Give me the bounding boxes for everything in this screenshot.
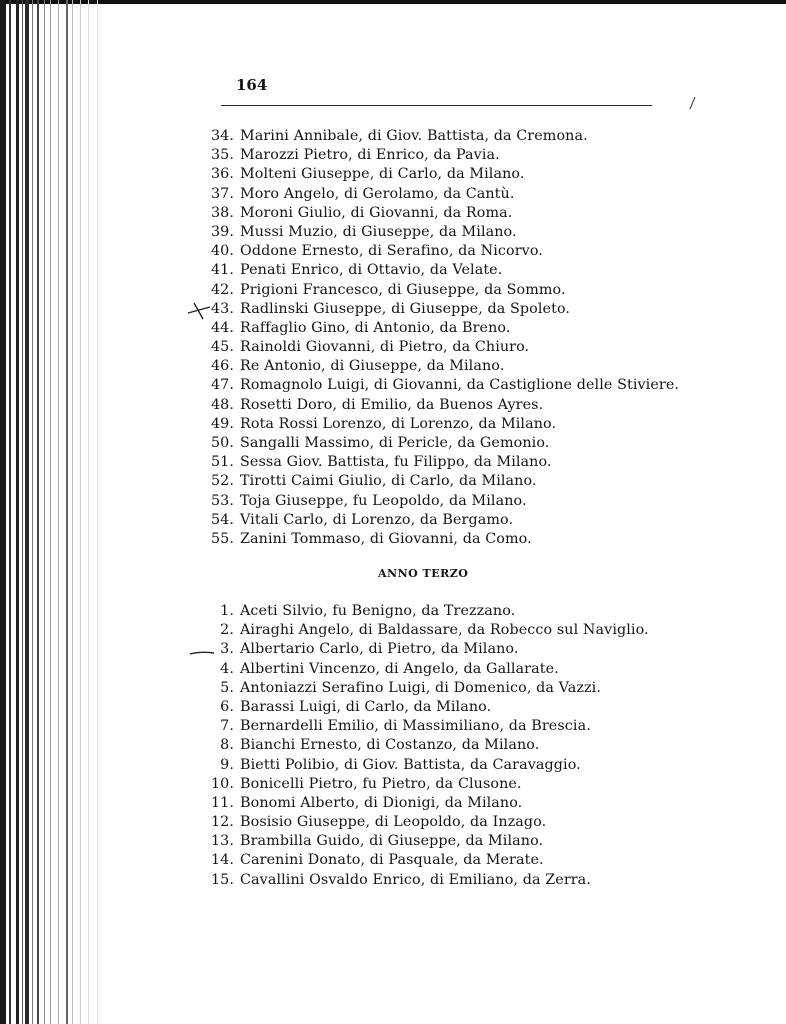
entry-text: Re Antonio, di Giuseppe, da Milano. (240, 358, 505, 375)
entry-text: Vitali Carlo, di Lorenzo, da Bergamo. (240, 511, 514, 528)
list-item (196, 492, 679, 511)
entry-number: 7. (220, 718, 234, 735)
list-item (196, 281, 679, 300)
entry-number: 50. (210, 435, 234, 451)
entry-text: Albertario Carlo, di Pietro, da Milano. (240, 641, 519, 658)
list-item (196, 338, 679, 357)
entry-number: 9. (220, 756, 234, 773)
list-item (196, 794, 649, 813)
list-item (196, 146, 679, 165)
entry-number: 49. (210, 415, 234, 432)
entry-number: 53. (210, 492, 234, 509)
entry-text: Toja Giuseppe, fu Leopoldo, da Milano. (240, 492, 527, 509)
section-heading: ANNO TERZO (378, 567, 469, 580)
handwritten-cross-mark (186, 300, 212, 322)
list-item (196, 602, 649, 621)
entry-number: 10. (210, 775, 234, 792)
list-item (196, 127, 679, 146)
entry-text: Aceti Silvio, fu Benigno, da Trezzano. (240, 603, 516, 619)
entry-text: Moro Angelo, di Gerolamo, da Cantù. (240, 185, 515, 202)
entry-number: 5. (220, 679, 234, 696)
list-item (196, 204, 679, 223)
entry-text: Radlinski Giuseppe, di Giuseppe, da Spoleto. (240, 300, 571, 317)
entry-number: 48. (210, 396, 234, 413)
entry-text: Airaghi Angelo, di Baldassare, da Robecco sul Naviglio. (240, 622, 649, 639)
list-item (196, 165, 679, 184)
header-rule (221, 105, 652, 106)
entry-text: Antoniazzi Serafino Luigi, di Domenico, da Vazzi. (240, 679, 601, 696)
list-item (196, 396, 679, 415)
entry-text: Mussi Muzio, di Giuseppe, da Milano. (240, 223, 517, 240)
entry-number: 8. (220, 737, 234, 754)
entry-text: Rosetti Doro, di Emilio, da Buenos Ayres. (240, 396, 544, 413)
entry-number: 40. (210, 243, 234, 260)
list-item (196, 434, 679, 453)
list-item (196, 851, 649, 870)
entry-number: 46. (210, 358, 234, 375)
list-item (196, 300, 679, 319)
entry-number: 36. (210, 166, 234, 183)
page-number: 164 (236, 76, 268, 94)
list-item (196, 319, 679, 338)
scan-top-edge (0, 0, 786, 4)
entry-number: 45. (210, 339, 234, 356)
list-item (196, 376, 679, 395)
entry-number: 47. (210, 377, 234, 394)
entry-text: Sangalli Massimo, di Pericle, da Gemonio. (240, 435, 550, 451)
list-item (196, 415, 679, 434)
entry-text: Bonicelli Pietro, fu Pietro, da Clusone. (240, 775, 522, 792)
entry-text: Marozzi Pietro, di Enrico, da Pavia. (240, 147, 500, 164)
entry-number: 44. (210, 319, 234, 336)
list-item (196, 736, 649, 755)
list-item (196, 453, 679, 472)
list-item (196, 530, 679, 549)
list-item (196, 871, 649, 890)
entry-number: 13. (210, 833, 234, 850)
entry-number: 41. (210, 262, 234, 279)
list-item (196, 261, 679, 280)
entry-number: 14. (210, 852, 234, 869)
entry-number: 54. (210, 511, 234, 528)
entry-text: Bietti Polibio, di Giov. Battista, da Caravaggio. (240, 756, 581, 773)
entry-text: Raffaglio Gino, di Antonio, da Breno. (240, 319, 511, 336)
entry-number: 51. (210, 454, 234, 471)
entry-text: Albertini Vincenzo, di Angelo, da Gallarate. (240, 660, 559, 677)
entry-text: Zanini Tommaso, di Giovanni, da Como. (240, 530, 532, 547)
entry-text: Marini Annibale, di Giov. Battista, da Cremona. (240, 128, 588, 144)
entry-text: Tirotti Caimi Giulio, di Carlo, da Milano. (240, 473, 537, 490)
entry-text: Moroni Giulio, di Giovanni, da Roma. (240, 204, 513, 221)
entry-text: Cavallini Osvaldo Enrico, di Emiliano, da Zerra. (240, 871, 591, 888)
list-item (196, 185, 679, 204)
entry-text: Barassi Luigi, di Carlo, da Milano. (240, 698, 492, 715)
list-item (196, 698, 649, 717)
list-item (196, 640, 649, 659)
entry-number: 55. (210, 530, 234, 547)
entry-number: 4. (220, 660, 234, 677)
entry-number: 43. (210, 300, 234, 317)
list-item (196, 472, 679, 491)
entry-number: 42. (210, 281, 234, 298)
list-item (196, 679, 649, 698)
entry-text: Bonomi Alberto, di Dionigi, da Milano. (240, 794, 523, 811)
entry-number: 39. (210, 223, 234, 240)
list-item (196, 717, 649, 736)
entry-number: 1. (220, 603, 234, 619)
list-item (196, 832, 649, 851)
entry-number: 52. (210, 473, 234, 490)
list-item (196, 242, 679, 261)
list-item (196, 223, 679, 242)
entry-number: 11. (210, 794, 234, 811)
entry-number: 37. (210, 185, 234, 202)
student-list-third-year (196, 602, 649, 890)
list-item (196, 756, 649, 775)
entry-text: Rota Rossi Lorenzo, di Lorenzo, da Milano. (240, 415, 557, 432)
entry-number: 12. (210, 814, 234, 831)
entry-text: Rainoldi Giovanni, di Pietro, da Chiuro. (240, 339, 530, 356)
entry-number: 3. (220, 641, 234, 658)
entry-text: Brambilla Guido, di Giuseppe, da Milano. (240, 833, 544, 850)
entry-number: 35. (210, 147, 234, 164)
entry-number: 6. (220, 698, 234, 715)
entry-number: 38. (210, 204, 234, 221)
entry-text: Oddone Ernesto, di Serafino, da Nicorvo. (240, 243, 543, 260)
entry-text: Bernardelli Emilio, di Massimiliano, da Brescia. (240, 718, 591, 735)
list-item (196, 775, 649, 794)
entry-text: Prigioni Francesco, di Giuseppe, da Sommo. (240, 281, 566, 298)
entry-text: Sessa Giov. Battista, fu Filippo, da Milano. (240, 454, 552, 471)
list-item (196, 813, 649, 832)
book-binding-shadow (0, 0, 105, 1024)
entry-text: Bianchi Ernesto, di Costanzo, da Milano. (240, 737, 540, 754)
entry-text: Bosisio Giuseppe, di Leopoldo, da Inzago. (240, 814, 547, 831)
entry-number: 2. (220, 622, 234, 639)
list-item (196, 621, 649, 640)
stray-tick-mark (686, 95, 698, 111)
entry-number: 15. (210, 871, 234, 888)
list-item (196, 357, 679, 376)
handwritten-dash-mark (188, 648, 216, 658)
entry-text: Carenini Donato, di Pasquale, da Merate. (240, 852, 544, 869)
student-list-continued (196, 127, 679, 549)
entry-number: 34. (210, 128, 234, 144)
list-item (196, 660, 649, 679)
entry-text: Penati Enrico, di Ottavio, da Velate. (240, 262, 503, 279)
entry-text: Romagnolo Luigi, di Giovanni, da Castiglione delle Stiviere. (240, 377, 680, 394)
entry-text: Molteni Giuseppe, di Carlo, da Milano. (240, 166, 525, 183)
list-item (196, 511, 679, 530)
